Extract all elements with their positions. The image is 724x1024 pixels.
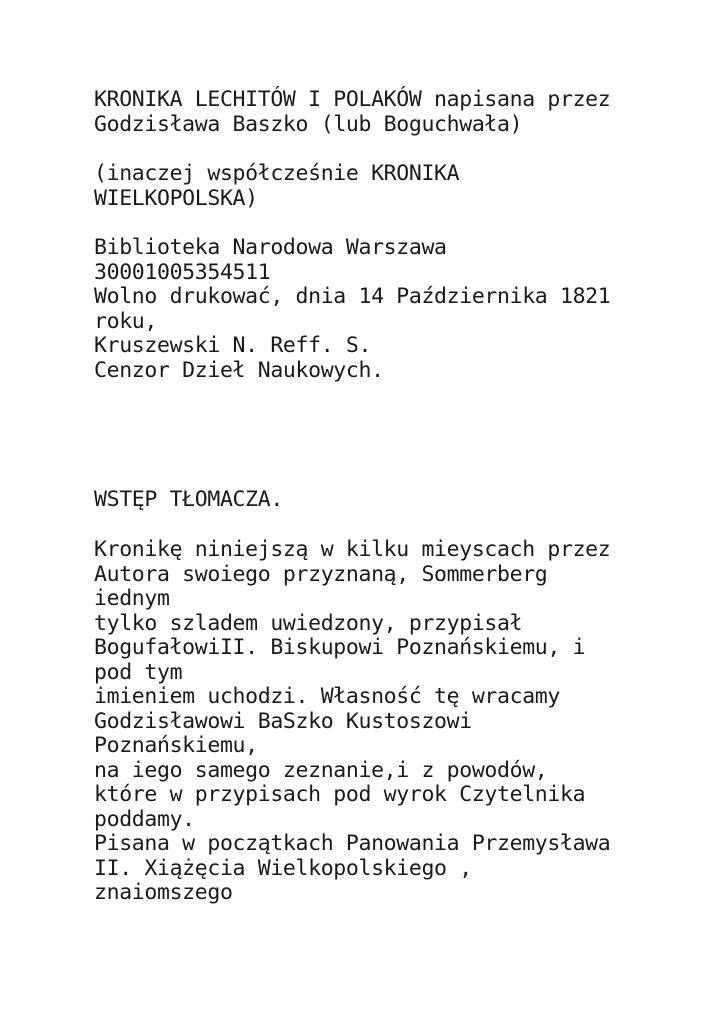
section-title — [94, 488, 714, 513]
library-line: 30001005354511 — [94, 259, 271, 285]
library-line: Cenzor Dzieł Naukowych. — [94, 357, 384, 383]
body-line: Poznańskiemu, — [94, 733, 258, 758]
body-line: imieniem uchodzi. Własność tę wracamy — [94, 684, 560, 709]
body-line: iednym — [94, 586, 170, 611]
body-line: BogufałowiII. Biskupowi Poznańskiemu, i — [94, 635, 586, 660]
body-line: Autora swoiego przyznaną, Sommerberg — [94, 561, 548, 587]
alternate-title-line: WIELKOPOLSKA) — [94, 185, 258, 211]
body-line: na iego samego zeznanie,i z powodów, — [94, 757, 548, 783]
alternate-title — [94, 162, 714, 211]
library-line: roku, — [94, 308, 157, 334]
library-info — [94, 236, 714, 383]
body-line: Kronikę niniejszą w kilku mieyscach przez — [94, 537, 611, 562]
body-line: Godzisławowi BaSzko Kustoszowi — [94, 708, 472, 734]
body-text — [94, 538, 714, 906]
body-line: poddamy. — [94, 806, 195, 832]
alternate-title-line: (inaczej współcześnie KRONIKA — [94, 161, 460, 186]
header-line: KRONIKA LECHITÓW I POLAKÓW napisana przez — [94, 87, 611, 112]
library-line: Wolno drukować, dnia 14 Października 1821 — [94, 284, 611, 309]
library-line: Kruszewski N. Reff. S. — [94, 333, 372, 358]
body-line: pod tym — [94, 659, 183, 685]
body-line: znaiomszego — [94, 880, 233, 905]
body-line: Pisana w początkach Panowania Przemysława — [94, 831, 611, 856]
body-line: które w przypisach pod wyrok Czytelnika — [94, 782, 586, 807]
library-line: Biblioteka Narodowa Warszawa — [94, 235, 447, 260]
body-line: tylko szladem uwiedzony, przypisał — [94, 610, 523, 636]
header-line: Godzisława Baszko (lub Boguchwała) — [94, 111, 523, 137]
body-line: II. Xiążęcia Wielkopolskiego , — [94, 855, 472, 881]
section-title-line: WSTĘP TŁOMACZA. — [94, 487, 283, 512]
document-header — [94, 88, 714, 137]
